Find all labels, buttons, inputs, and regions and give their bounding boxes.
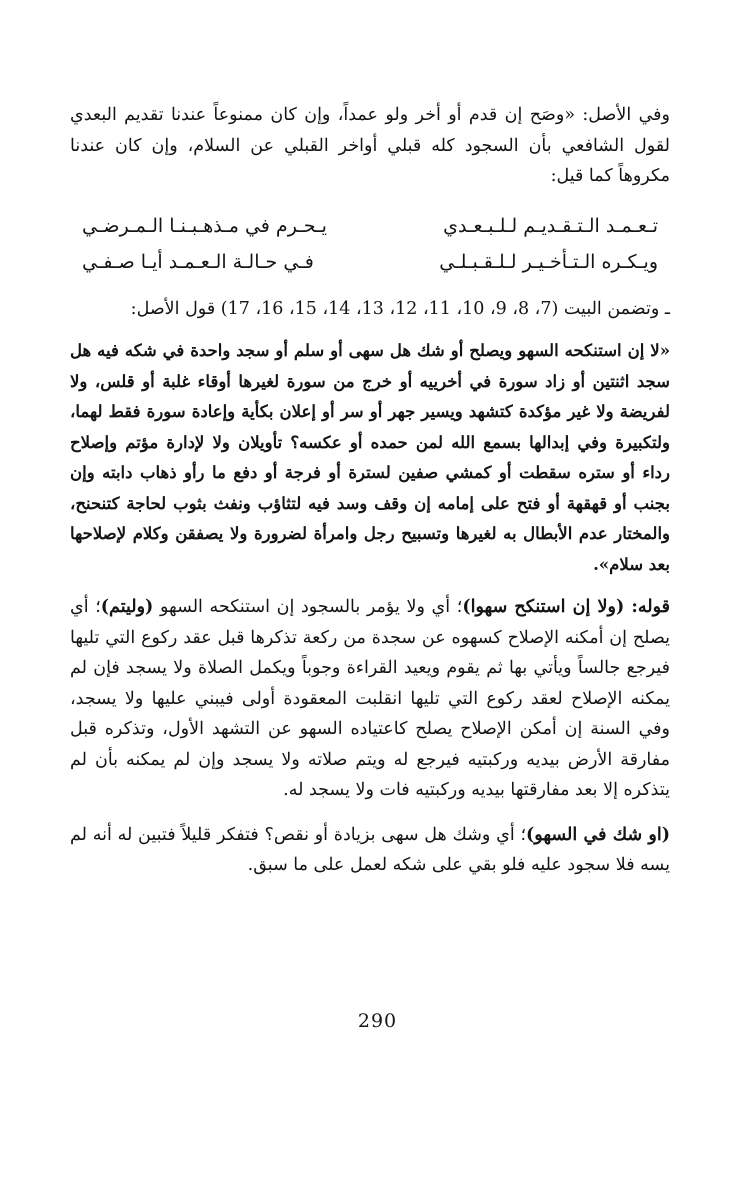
page-body [70, 100, 670, 881]
lemma-walyutim: (وليتم) [100, 597, 154, 617]
verse-1-first-hemistich: تـعـمـد الـتـقـديـم لـلـبـعـدي [443, 214, 658, 237]
page-number: 290 [357, 1010, 398, 1032]
verse-2-first-hemistich: ويـكـره الـتـأخـيـر لـلـقـبـلـي [439, 250, 658, 273]
verse-2-second-hemistich: فـي حـالـة الـعـمـد أيـا صـفـي [82, 250, 314, 273]
quoted-text-paragraph: «لا إن استنكحه السهو ويصلح أو شك هل سهى أو سلم أو سجد واحدة في شكه فيه هل سجد اثنتين أو زاد سورة في أخرييه أو خرج من سورة لغيرها أوقاء غلبة أو قلس، ولا لفريضة ولا غير مؤكدة كتشهد ويسير جهر أو سر أو إعلان بكأية وإعادة سورة فقط لهما، ولتكبيرة وفي إبدالها بسمع الله لمن حمده أو عكسه؟ تأويلان ولا لإدارة مؤتم وإصلاح رداء أو ستره سقطت أو كمشي صفين لسترة أو فرجة أو دفع ما رأو ذهاب دابته وإن بجنب أو قهقهة أو فتح على إمامه إن وقف وسد فيه لتثاؤب ونفث بثوب لحاجة كتنحنح، والمختار عدم الأبطال به لغيرها وتسبيح رجل وامرأة لضرورة ولا يصفقن وكلام لإصلاحها بعد سلام». [70, 341, 671, 574]
lemma-aw-shakka: (او شك في السهو) [526, 824, 670, 845]
comment-prefix: قوله: [624, 597, 670, 617]
verse-note-paragraph: ـ وتضمن البيت (7، 8، 9، 10، 11، 12، 13، 14، 15، 16، 17) قول الأصل: [130, 298, 670, 319]
poem-verse-1 [82, 208, 658, 244]
lemma-la-in-istankaha: (ولا إن استنكح سهوا) [462, 597, 625, 617]
verse-1-second-hemistich: يـحـرم في مـذهـبـنـا الـمـرضـي [82, 214, 327, 237]
commentary-text-1b: ؛ أي يصلح إن أمكنه الإصلاح كسهوه عن سجدة من ركعة تذكرها قبل عقد ركوع التي تليها فيرجع جالساً ويأتي بها ثم يقوم ويعيد القراءة وجوباً ويكمل الصلاة ولا يسجد فإن لم يمكنه الإصلاح لعقد ركوع التي تليها انقلبت المعقودة أولى فيبني عليها ولا يسجد، وفي السنة إن أمكن الإصلاح يصلح كاعتياده السهو عن التشهد الأول، وتذكره قبل مفارقة الأرض بيديه وركبتيه فيرجع له ويتم صلاته ولا يسجد وإن لم يمكنه بأن لم يتذكره إلا بعد مفارقتها بيديه وركبتيه فات ولا يسجد له. [70, 597, 670, 800]
commentary-paragraph-2 [70, 820, 670, 881]
commentary-paragraph-1 [70, 592, 670, 806]
poem-block [70, 208, 670, 280]
commentary-text-2: ؛ أي وشك هل سهى بزيادة أو نقص؟ فتفكر قليلاً فتبين له أنه لم يسه فلا سجود عليه فلو بقي على شكه لعمل على ما سبق. [70, 824, 670, 875]
intro-paragraph: وفي الأصل: «وصَح إن قدم أو أخر ولو عمداً، وإن كان ممنوعاً عندنا تقديم البعدي لقول الشافعي بأن السجود كله قبلي أواخر القبلي عن السلام، وإن كان عندنا مكروهاً كما قيل: [70, 105, 670, 186]
poem-verse-2 [82, 244, 658, 280]
commentary-text-1a: ؛ أي ولا يؤمر بالسجود إن استنكحه السهو [153, 597, 463, 617]
